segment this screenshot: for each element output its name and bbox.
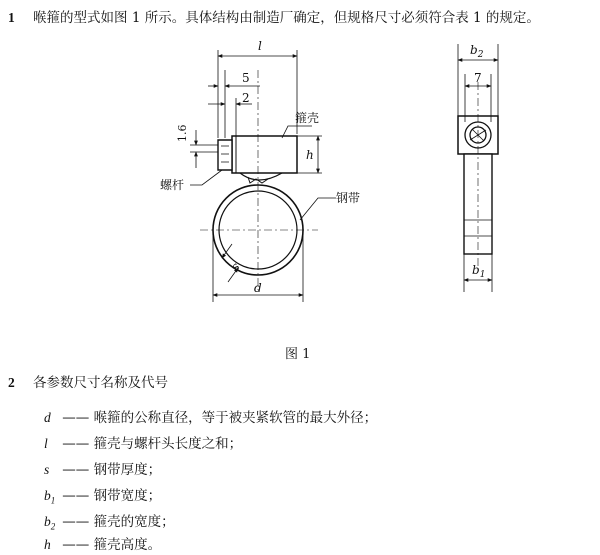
definition-symbol: s xyxy=(44,462,50,477)
label-b2: $b_2$ xyxy=(470,43,484,60)
section-number-1: 1 xyxy=(8,10,15,25)
definition-symbol: l xyxy=(44,436,48,451)
label-screw: 螺杆 xyxy=(160,178,185,192)
paragraph-2-text: 各参数尺寸名称及代号 xyxy=(33,375,169,391)
label-5: 5 xyxy=(242,71,250,85)
definition-symbol: d xyxy=(44,410,51,425)
definition-symbol: $b_1$ xyxy=(44,488,56,506)
paragraph-1 xyxy=(8,6,540,26)
definition-text: —— 箍壳的宽度； xyxy=(62,514,175,530)
definition-text: —— 钢带厚度； xyxy=(62,462,162,478)
definition-item xyxy=(44,432,242,454)
definition-symbol: $b_2$ xyxy=(44,514,56,532)
label-s: s xyxy=(228,259,243,274)
front-dimensions xyxy=(190,50,336,302)
hose-clamp-figure xyxy=(0,30,600,330)
side-view xyxy=(458,82,498,270)
definition-text: —— 箍壳与螺杆头长度之和； xyxy=(62,436,243,452)
label-h: h xyxy=(306,148,314,162)
label-2: 2 xyxy=(242,91,250,105)
definition-item xyxy=(44,484,161,506)
definition-text: —— 钢带宽度； xyxy=(62,488,162,504)
definition-item xyxy=(44,533,161,555)
definition-item xyxy=(44,510,175,532)
screw-head xyxy=(218,140,232,170)
paragraph-2 xyxy=(8,371,168,391)
figure-caption: 图 1 xyxy=(285,347,311,362)
definition-item xyxy=(44,458,161,480)
hoop-shell xyxy=(232,136,297,173)
label-1-6: 1.6 xyxy=(176,124,189,142)
definition-text: —— 箍壳高度。 xyxy=(62,537,162,553)
label-b1: $b_1$ xyxy=(472,263,486,280)
definition-symbol: h xyxy=(44,537,51,552)
label-steel-band: 钢带 xyxy=(336,191,361,205)
label-l: l xyxy=(258,39,262,53)
label-7: 7 xyxy=(474,71,482,85)
definition-item xyxy=(44,406,377,428)
section-number-2: 2 xyxy=(8,375,15,390)
label-hoop-shell: 箍壳 xyxy=(295,111,320,125)
paragraph-1-text: 喉箍的型式如图 1 所示。具体结构由制造厂确定，但规格尺寸必须符合表 1 的规定。 xyxy=(33,10,540,26)
definition-text: —— 喉箍的公称直径，等于被夹紧软管的最大外径； xyxy=(62,410,378,426)
label-d: d xyxy=(254,281,262,295)
